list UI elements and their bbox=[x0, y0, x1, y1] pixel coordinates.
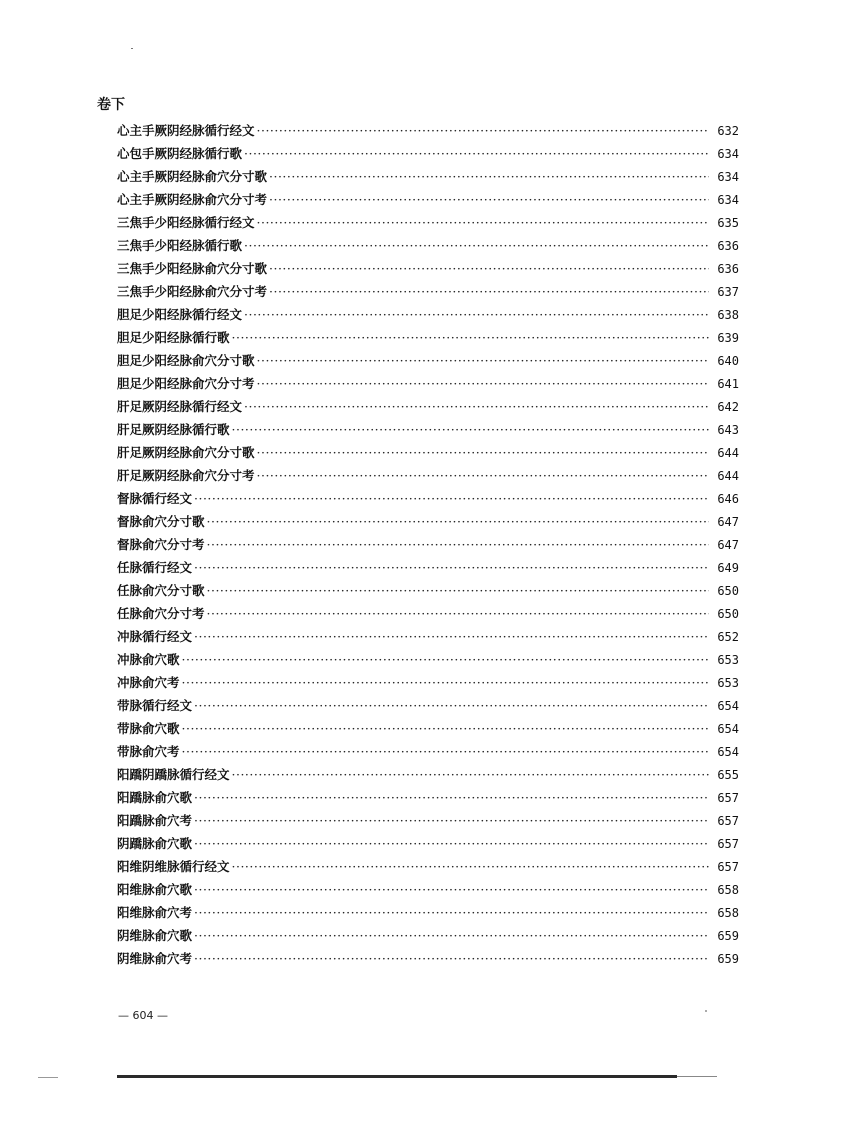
toc-entry bbox=[117, 855, 739, 878]
toc-entry bbox=[117, 579, 739, 602]
toc-entry-title: 任脉俞穴分寸歌 bbox=[117, 583, 205, 598]
dot-leader bbox=[269, 280, 709, 303]
toc-entry-title: 三焦手少阳经脉循行经文 bbox=[117, 215, 255, 230]
toc-entry bbox=[117, 625, 739, 648]
dot-leader bbox=[207, 579, 709, 602]
dot-leader bbox=[244, 234, 709, 257]
toc-entry-title: 胆足少阳经脉俞穴分寸考 bbox=[117, 376, 255, 391]
toc-entry bbox=[117, 901, 739, 924]
toc-entry-title: 督脉俞穴分寸考 bbox=[117, 537, 205, 552]
dot-leader bbox=[244, 303, 709, 326]
toc-entry-page: 657 bbox=[717, 837, 739, 851]
toc-entry-title: 冲脉俞穴歌 bbox=[117, 652, 180, 667]
toc-entry-page: 657 bbox=[717, 791, 739, 805]
dot-leader bbox=[269, 188, 709, 211]
dot-leader bbox=[194, 924, 709, 947]
toc-entry bbox=[117, 326, 739, 349]
toc-entry-page: 643 bbox=[717, 423, 739, 437]
dot-leader bbox=[207, 533, 709, 556]
dot-leader bbox=[194, 832, 709, 855]
toc-entry bbox=[117, 395, 739, 418]
toc-entry-title: 肝足厥阴经脉俞穴分寸歌 bbox=[117, 445, 255, 460]
toc-entry-title: 胆足少阳经脉俞穴分寸歌 bbox=[117, 353, 255, 368]
toc-entry bbox=[117, 418, 739, 441]
toc-entry bbox=[117, 694, 739, 717]
toc-entry-title: 任脉循行经文 bbox=[117, 560, 193, 575]
toc-entry-page: 649 bbox=[717, 561, 739, 575]
toc-entry-title: 带脉循行经文 bbox=[117, 698, 193, 713]
dot-leader bbox=[244, 395, 709, 418]
toc-entry bbox=[117, 257, 739, 280]
toc-entry bbox=[117, 349, 739, 372]
toc-entry-page: 635 bbox=[717, 216, 739, 230]
dot-leader bbox=[182, 671, 709, 694]
toc-entry-page: 636 bbox=[717, 239, 739, 253]
toc-entry-page: 637 bbox=[717, 285, 739, 299]
toc-entry-page: 659 bbox=[717, 929, 739, 943]
toc-entry-title: 阳蹻脉俞穴歌 bbox=[117, 790, 193, 805]
toc-entry-page: 652 bbox=[717, 630, 739, 644]
toc-entry-page: 644 bbox=[717, 469, 739, 483]
toc-entry-page: 654 bbox=[717, 699, 739, 713]
toc-entry-page: 654 bbox=[717, 722, 739, 736]
toc-entry-page: 650 bbox=[717, 607, 739, 621]
toc-entry bbox=[117, 947, 739, 970]
dot-leader bbox=[194, 625, 709, 648]
toc-entry-title: 阴维脉俞穴歌 bbox=[117, 928, 193, 943]
toc-entry-page: 658 bbox=[717, 906, 739, 920]
toc-entry bbox=[117, 648, 739, 671]
toc-entry bbox=[117, 464, 739, 487]
toc-entry bbox=[117, 809, 739, 832]
toc-entry-title: 胆足少阳经脉循行歌 bbox=[117, 330, 230, 345]
toc-entry-page: 641 bbox=[717, 377, 739, 391]
dot-leader bbox=[194, 878, 709, 901]
toc-entry-title: 阳蹻阴蹻脉循行经文 bbox=[117, 767, 230, 782]
toc-entry-title: 肝足厥阴经脉循行歌 bbox=[117, 422, 230, 437]
toc-entry-page: 659 bbox=[717, 952, 739, 966]
toc-entry-page: 653 bbox=[717, 676, 739, 690]
dot-leader bbox=[232, 763, 709, 786]
toc-entry-page: 647 bbox=[717, 538, 739, 552]
toc-entry bbox=[117, 441, 739, 464]
toc-entry-page: 646 bbox=[717, 492, 739, 506]
dot-leader bbox=[232, 855, 709, 878]
dot-leader bbox=[232, 418, 709, 441]
dot-leader bbox=[194, 901, 709, 924]
toc-entry bbox=[117, 510, 739, 533]
toc-entry-page: 640 bbox=[717, 354, 739, 368]
toc-entry bbox=[117, 832, 739, 855]
dot-leader bbox=[182, 648, 709, 671]
toc-entry bbox=[117, 786, 739, 809]
toc-entry-page: 657 bbox=[717, 860, 739, 874]
toc-entry bbox=[117, 487, 739, 510]
scan-edge-line-faint bbox=[677, 1076, 717, 1077]
toc-entry-title: 阳维脉俞穴歌 bbox=[117, 882, 193, 897]
dot-leader bbox=[269, 165, 709, 188]
dot-leader bbox=[257, 464, 709, 487]
dot-leader bbox=[232, 326, 709, 349]
toc-entry-title: 阴蹻脉俞穴歌 bbox=[117, 836, 193, 851]
toc-entry-title: 心包手厥阴经脉循行歌 bbox=[117, 146, 243, 161]
toc-entry-page: 632 bbox=[717, 124, 739, 138]
dot-leader bbox=[257, 441, 709, 464]
toc-entry-title: 任脉俞穴分寸考 bbox=[117, 606, 205, 621]
toc-entry-title: 带脉俞穴考 bbox=[117, 744, 180, 759]
toc-entry-page: 653 bbox=[717, 653, 739, 667]
toc-entry bbox=[117, 717, 739, 740]
dot-leader bbox=[194, 694, 709, 717]
toc-entry-title: 肝足厥阴经脉俞穴分寸考 bbox=[117, 468, 255, 483]
dot-leader bbox=[257, 119, 709, 142]
table-of-contents bbox=[117, 119, 739, 970]
toc-entry bbox=[117, 211, 739, 234]
toc-entry-title: 阳维脉俞穴考 bbox=[117, 905, 193, 920]
toc-entry-title: 带脉俞穴歌 bbox=[117, 721, 180, 736]
toc-entry-page: 639 bbox=[717, 331, 739, 345]
toc-entry-title: 心主手厥阴经脉循行经文 bbox=[117, 123, 255, 138]
dot-leader bbox=[194, 947, 709, 970]
toc-entry bbox=[117, 533, 739, 556]
toc-entry bbox=[117, 142, 739, 165]
toc-entry-title: 冲脉循行经文 bbox=[117, 629, 193, 644]
dot-leader bbox=[194, 556, 709, 579]
page-number: — 604 — bbox=[118, 1009, 168, 1022]
toc-entry bbox=[117, 234, 739, 257]
toc-entry-title: 三焦手少阳经脉俞穴分寸歌 bbox=[117, 261, 268, 276]
toc-entry-page: 638 bbox=[717, 308, 739, 322]
toc-entry bbox=[117, 280, 739, 303]
toc-entry-title: 三焦手少阳经脉循行歌 bbox=[117, 238, 243, 253]
toc-entry bbox=[117, 556, 739, 579]
toc-entry bbox=[117, 763, 739, 786]
toc-entry-page: 642 bbox=[717, 400, 739, 414]
toc-entry bbox=[117, 303, 739, 326]
dot-leader bbox=[257, 349, 709, 372]
toc-entry bbox=[117, 924, 739, 947]
toc-entry-page: 657 bbox=[717, 814, 739, 828]
toc-entry-title: 冲脉俞穴考 bbox=[117, 675, 180, 690]
toc-entry-title: 督脉俞穴分寸歌 bbox=[117, 514, 205, 529]
toc-entry-page: 644 bbox=[717, 446, 739, 460]
scan-speck bbox=[38, 1077, 58, 1078]
toc-entry-page: 634 bbox=[717, 170, 739, 184]
toc-entry bbox=[117, 188, 739, 211]
toc-entry-page: 634 bbox=[717, 193, 739, 207]
scan-speck bbox=[131, 48, 133, 49]
toc-entry bbox=[117, 372, 739, 395]
toc-entry-title: 肝足厥阴经脉循行经文 bbox=[117, 399, 243, 414]
scan-speck bbox=[705, 1010, 707, 1012]
dot-leader bbox=[194, 487, 709, 510]
toc-entry-title: 督脉循行经文 bbox=[117, 491, 193, 506]
toc-entry-page: 650 bbox=[717, 584, 739, 598]
toc-entry-page: 655 bbox=[717, 768, 739, 782]
dot-leader bbox=[207, 510, 709, 533]
toc-entry-page: 658 bbox=[717, 883, 739, 897]
dot-leader bbox=[207, 602, 709, 625]
toc-entry bbox=[117, 740, 739, 763]
toc-entry bbox=[117, 119, 739, 142]
toc-entry-page: 654 bbox=[717, 745, 739, 759]
dot-leader bbox=[244, 142, 709, 165]
toc-entry-title: 阴维脉俞穴考 bbox=[117, 951, 193, 966]
dot-leader bbox=[194, 809, 709, 832]
toc-entry-page: 634 bbox=[717, 147, 739, 161]
toc-entry-title: 胆足少阳经脉循行经文 bbox=[117, 307, 243, 322]
toc-entry-title: 阳蹻脉俞穴考 bbox=[117, 813, 193, 828]
dot-leader bbox=[269, 257, 709, 280]
section-title: 卷下 bbox=[97, 97, 125, 113]
toc-entry bbox=[117, 671, 739, 694]
dot-leader bbox=[182, 740, 709, 763]
dot-leader bbox=[194, 786, 709, 809]
toc-entry-title: 心主手厥阴经脉俞穴分寸考 bbox=[117, 192, 268, 207]
dot-leader bbox=[182, 717, 709, 740]
toc-entry bbox=[117, 878, 739, 901]
toc-entry-title: 心主手厥阴经脉俞穴分寸歌 bbox=[117, 169, 268, 184]
toc-entry-page: 647 bbox=[717, 515, 739, 529]
toc-entry bbox=[117, 165, 739, 188]
toc-entry-title: 阳维阴维脉循行经文 bbox=[117, 859, 230, 874]
dot-leader bbox=[257, 372, 709, 395]
scan-edge-line bbox=[117, 1075, 677, 1078]
toc-entry bbox=[117, 602, 739, 625]
dot-leader bbox=[257, 211, 709, 234]
toc-entry-page: 636 bbox=[717, 262, 739, 276]
toc-entry-title: 三焦手少阳经脉俞穴分寸考 bbox=[117, 284, 268, 299]
